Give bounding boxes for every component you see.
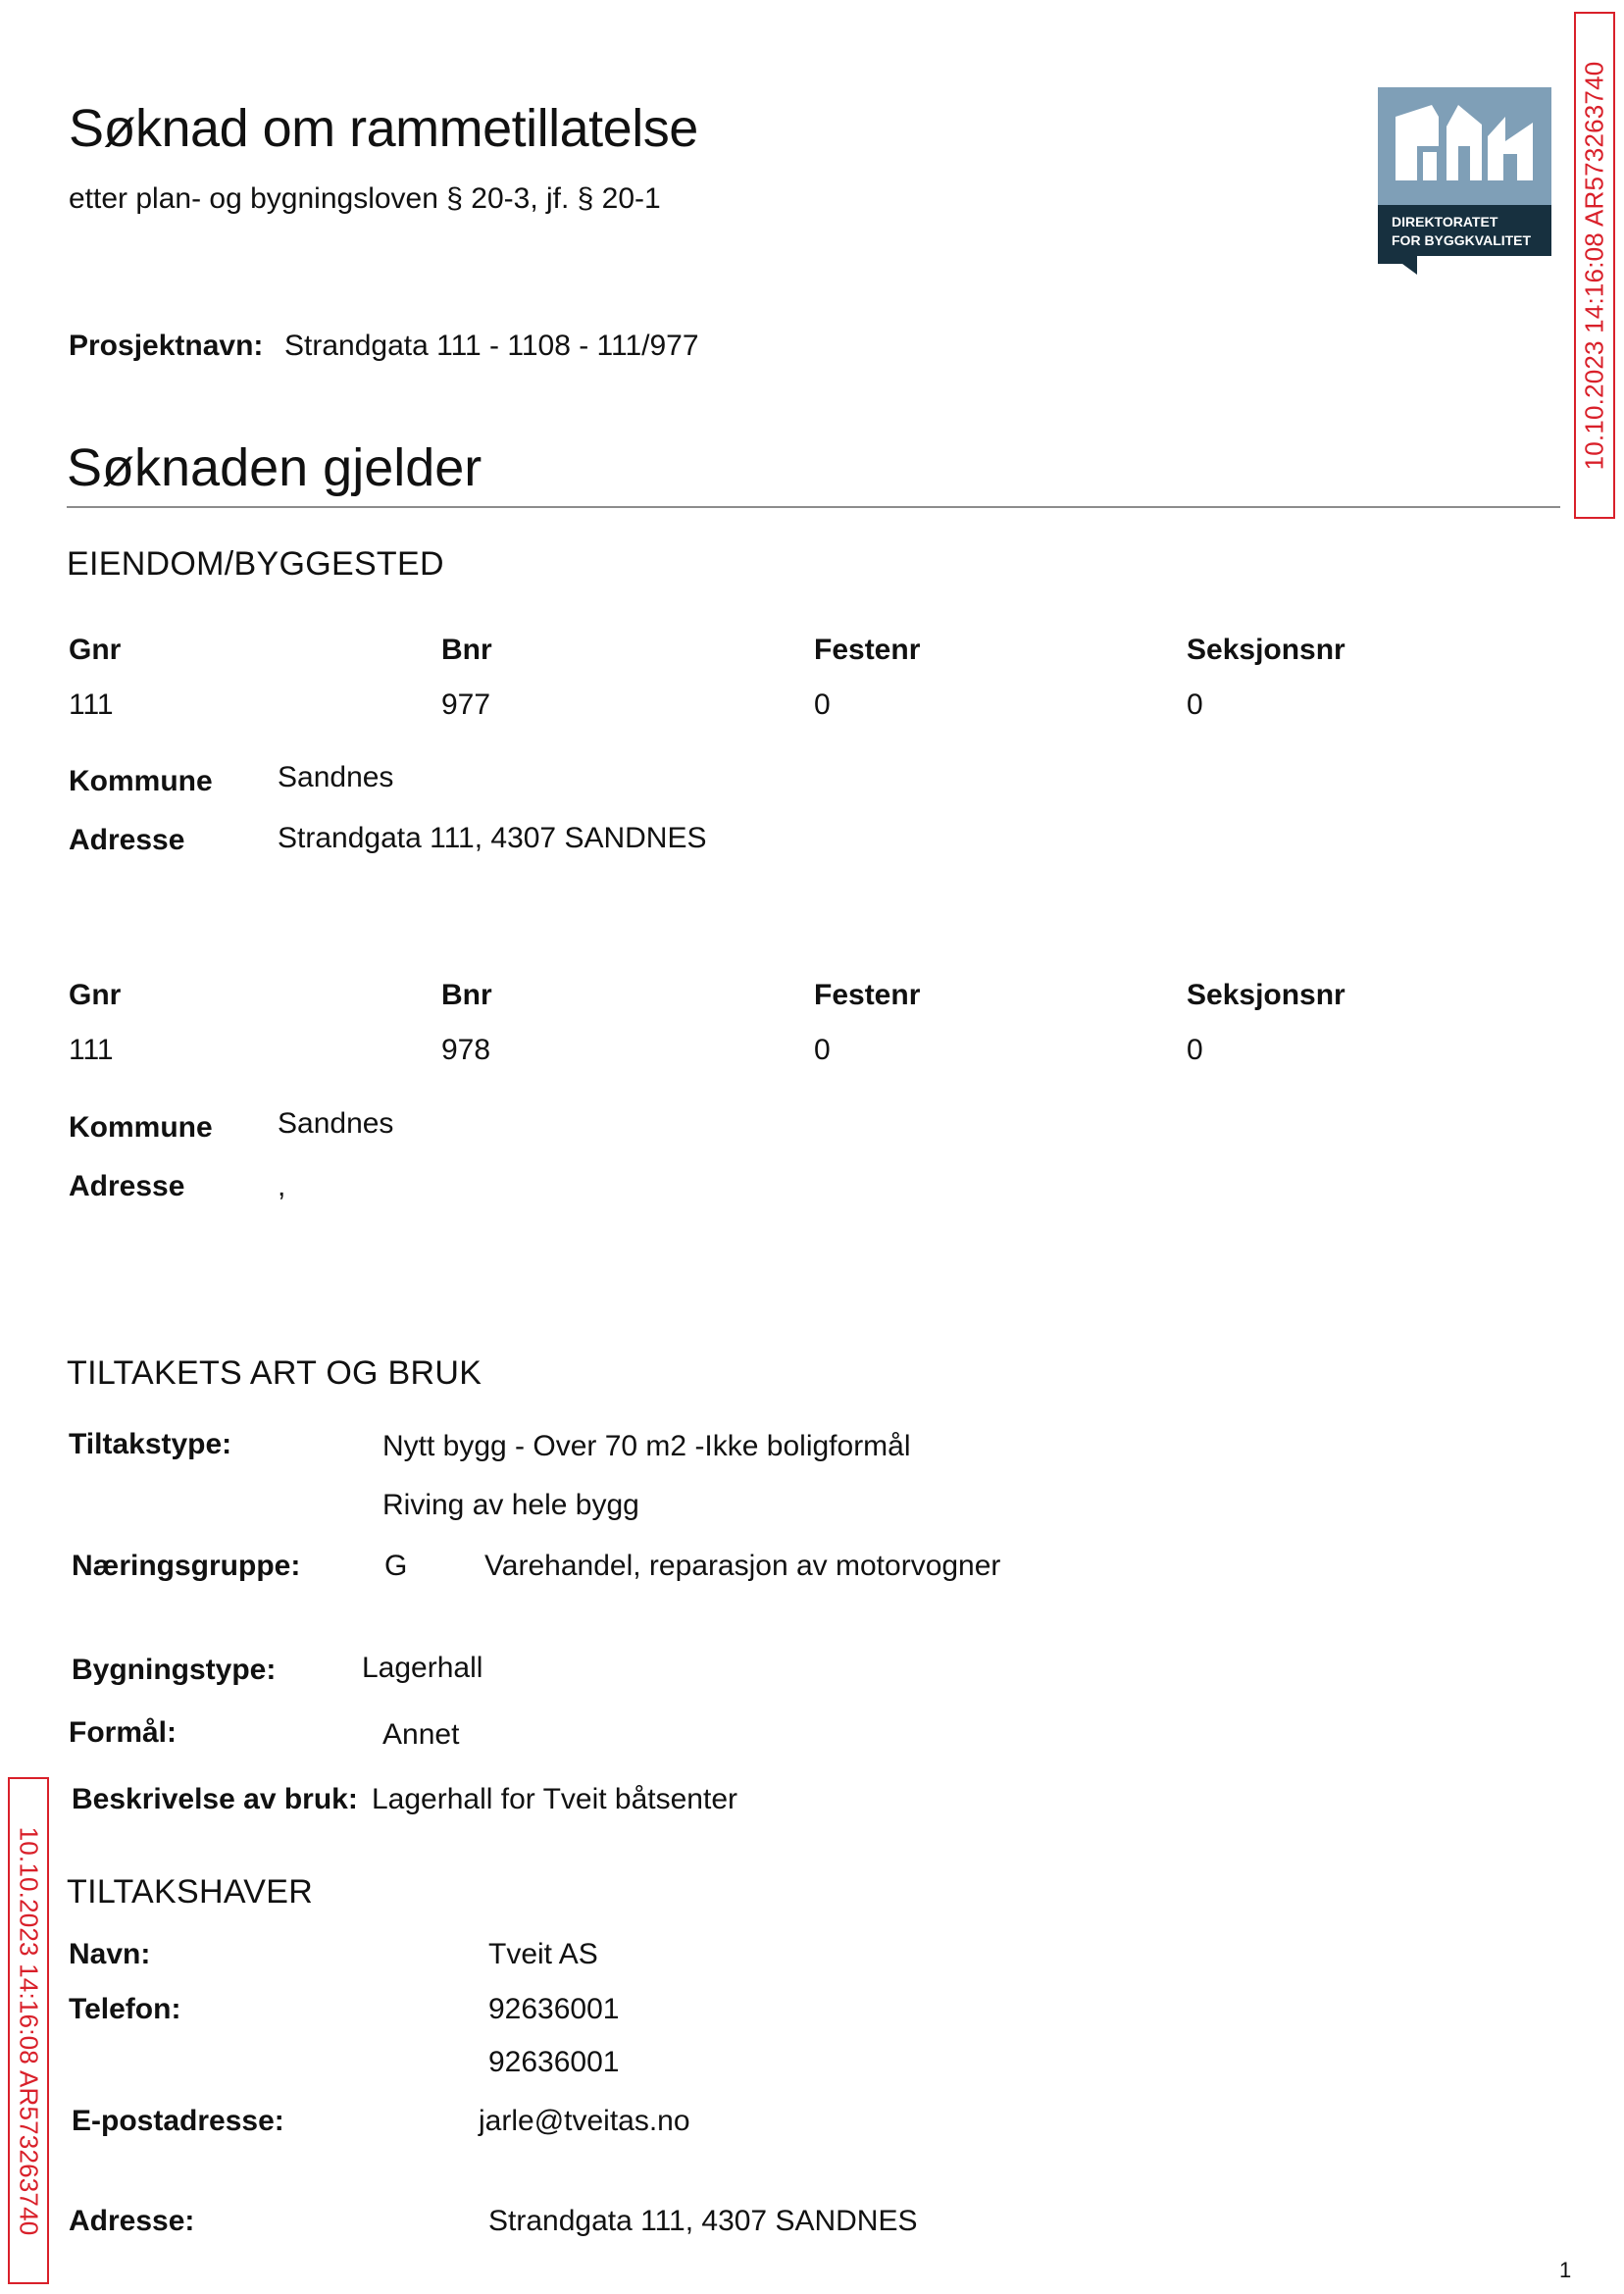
page-title: Søknad om rammetillatelse <box>69 99 698 158</box>
project-label: Prosjektnavn: <box>69 330 264 362</box>
seksjonsnr-label: Seksjonsnr <box>1187 634 1345 666</box>
formal-label: Formål: <box>69 1716 178 1749</box>
telefon-value-2: 92636001 <box>488 2046 620 2078</box>
seksjonsnr-value: 0 <box>1187 1034 1203 1066</box>
kommune-label: Kommune <box>69 765 213 797</box>
tiltakshaver-heading: TILTAKSHAVER <box>67 1873 314 1911</box>
kommune-label: Kommune <box>69 1111 213 1144</box>
beskrivelse-label: Beskrivelse av bruk: <box>72 1783 358 1815</box>
logo-text-1: DIREKTORATET <box>1392 214 1498 229</box>
tiltakstype-label: Tiltakstype: <box>69 1428 232 1460</box>
tiltakstype-value-2: Riving av hele bygg <box>382 1489 639 1521</box>
kommune-value: Sandnes <box>278 1107 394 1140</box>
bnr-value: 978 <box>441 1034 491 1066</box>
navn-value: Tveit AS <box>488 1938 598 1970</box>
beskrivelse-value: Lagerhall for Tveit båtsenter <box>372 1783 737 1815</box>
festenr-label: Festenr <box>814 634 921 666</box>
eiendom-heading: EIENDOM/BYGGESTED <box>67 545 444 583</box>
gnr-value: 111 <box>69 1034 114 1066</box>
dibk-logo <box>1378 87 1551 275</box>
archive-stamp-right <box>1574 12 1615 519</box>
seksjonsnr-label: Seksjonsnr <box>1187 979 1345 1011</box>
logo-text-2: FOR BYGGKVALITET <box>1392 232 1532 248</box>
epost-label: E-postadresse: <box>72 2105 284 2137</box>
tiltakshaver-adresse-value: Strandgata 111, 4307 SANDNES <box>488 2205 918 2237</box>
adresse-value: , <box>278 1170 286 1202</box>
adresse-value: Strandgata 111, 4307 SANDNES <box>278 822 707 854</box>
seksjonsnr-value: 0 <box>1187 688 1203 721</box>
epost-value: jarle@tveitas.no <box>479 2105 690 2137</box>
navn-label: Navn: <box>69 1938 151 1970</box>
adresse-label: Adresse <box>69 1170 185 1202</box>
adresse-label: Adresse <box>69 824 185 856</box>
bnr-label: Bnr <box>441 634 492 666</box>
festenr-label: Festenr <box>814 979 921 1011</box>
gnr-label: Gnr <box>69 634 122 666</box>
festenr-value: 0 <box>814 1034 831 1066</box>
naeringsgruppe-label: Næringsgruppe: <box>72 1550 301 1582</box>
tiltakstype-value-1: Nytt bygg - Over 70 m2 -Ikke boligformål <box>382 1430 911 1462</box>
tiltakshaver-adresse-label: Adresse: <box>69 2205 195 2237</box>
bnr-value: 977 <box>441 688 491 721</box>
page-number: 1 <box>1559 2258 1572 2282</box>
bygningstype-label: Bygningstype: <box>72 1654 277 1686</box>
archive-stamp-left <box>8 1777 49 2284</box>
section-divider <box>67 506 1560 508</box>
tiltak-heading: TILTAKETS ART OG BRUK <box>67 1354 482 1392</box>
archive-stamp-text: 10.10.2023 14:16:08 AR573263740 <box>1579 61 1609 470</box>
festenr-value: 0 <box>814 688 831 721</box>
bygningstype-value: Lagerhall <box>362 1652 483 1684</box>
page-subtitle: etter plan- og bygningsloven § 20-3, jf. § 20-1 <box>69 182 661 215</box>
telefon-value-1: 92636001 <box>488 1993 620 2025</box>
naeringsgruppe-code: G <box>384 1550 408 1582</box>
archive-stamp-text: 10.10.2023 14:16:08 AR573263740 <box>14 1826 44 2235</box>
gnr-label: Gnr <box>69 979 122 1011</box>
gnr-value: 111 <box>69 688 114 721</box>
kommune-value: Sandnes <box>278 761 394 793</box>
dibk-logo-graphic <box>1378 87 1551 275</box>
bnr-label: Bnr <box>441 979 492 1011</box>
naeringsgruppe-text: Varehandel, reparasjon av motorvogner <box>484 1550 1001 1582</box>
section-title: Søknaden gjelder <box>67 438 482 497</box>
project-value: Strandgata 111 - 1108 - 111/977 <box>284 330 699 362</box>
telefon-label: Telefon: <box>69 1993 181 2025</box>
formal-value: Annet <box>382 1718 460 1751</box>
